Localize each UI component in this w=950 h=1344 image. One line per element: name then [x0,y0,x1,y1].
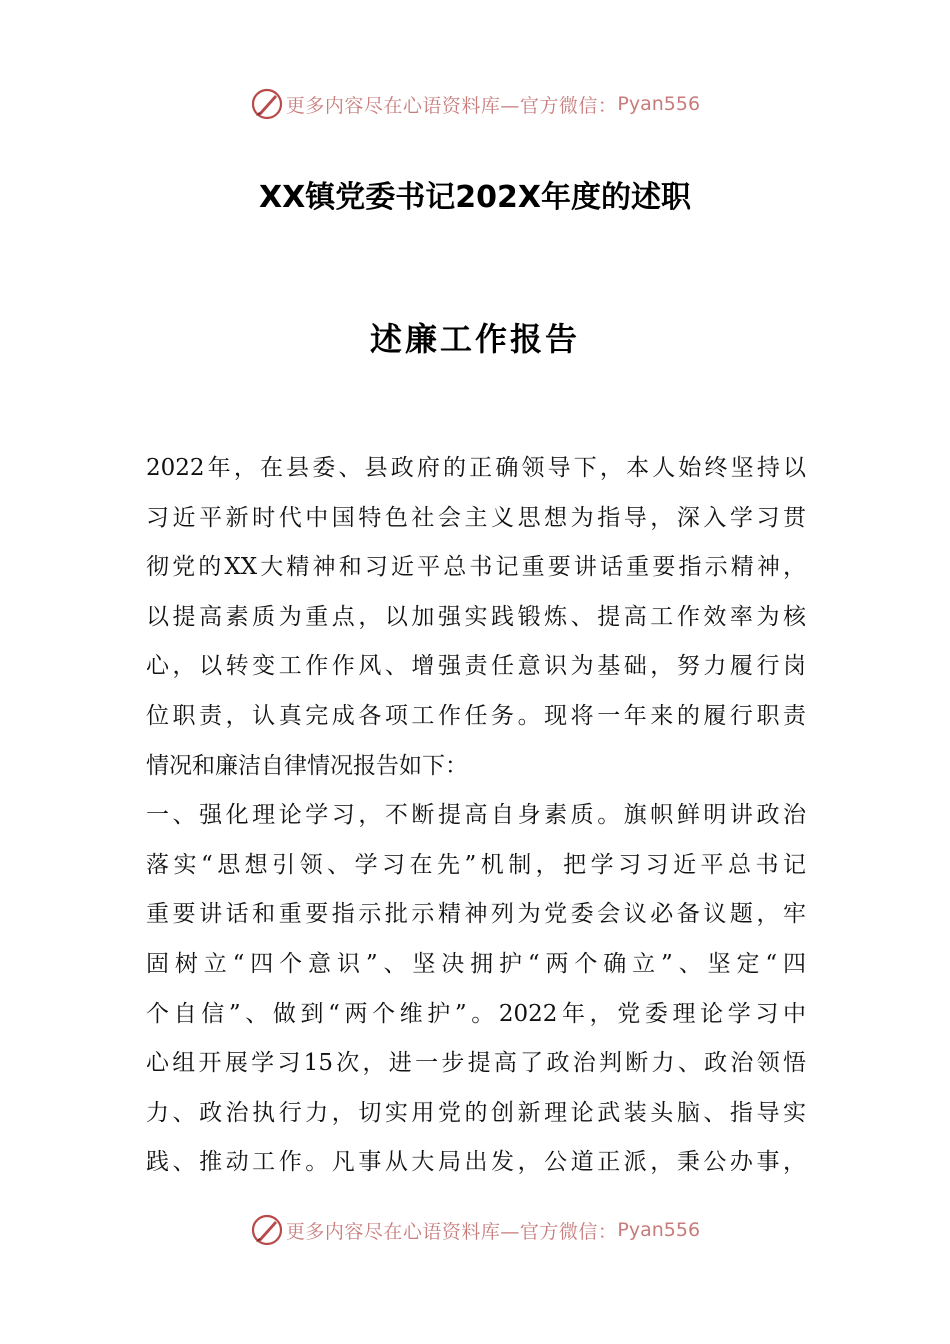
report-body [146,444,806,1188]
body-line: 落实“思想引领、学习在先”机制，把学习习近平总书记 [146,851,806,878]
quill-pen-logo-icon [250,87,284,121]
body-line: 一、强化理论学习，不断提高自身素质。旗帜鲜明讲政治 [146,802,806,829]
document-title-line-2: 述廉工作报告 [369,320,580,358]
body-line: 位职责，认真完成各项工作任务。现将一年来的履行职责 [146,702,806,729]
body-line: 力、政治执行力，切实用党的创新理论武装头脑、指导实 [146,1099,806,1126]
body-line: 习近平新时代中国特色社会主义思想为指导，深入学习贯 [146,504,806,531]
document-title-line-1: XX镇党委书记202X年度的述职 [258,180,691,215]
quill-pen-logo-icon [250,1213,284,1247]
body-line: 个自信”、做到“两个维护”。2022年，党委理论学习中 [146,1000,806,1027]
banner-wechat-id: Pyan556 [617,93,701,115]
banner-text: 更多内容尽在心语资料库—官方微信： [285,1220,618,1243]
body-line: 情况和廉洁自律情况报告如下： [146,752,468,779]
body-line: 固树立“四个意识”、坚决拥护“两个确立”、坚定“四 [146,950,806,977]
banner-text: 更多内容尽在心语资料库—官方微信： [285,94,618,117]
body-line: 践、推动工作。凡事从大局出发，公道正派，秉公办事， [146,1149,806,1176]
header-banner [0,84,950,124]
body-line: 重要讲话和重要指示批示精神列为党委会议必备议题，牢 [146,901,806,928]
body-line: 心，以转变工作作风、增强责任意识为基础，努力履行岗 [146,653,806,680]
banner-wechat-id: Pyan556 [617,1219,701,1241]
footer-banner [0,1210,950,1250]
body-line: 2022年，在县委、县政府的正确领导下，本人始终坚持以 [146,455,806,481]
body-line: 彻党的XX大精神和习近平总书记重要讲话重要指示精神， [146,554,806,581]
body-line: 以提高素质为重点，以加强实践锻炼、提高工作效率为核 [146,603,806,630]
body-line: 心组开展学习15次，进一步提高了政治判断力、政治领悟 [146,1050,806,1077]
